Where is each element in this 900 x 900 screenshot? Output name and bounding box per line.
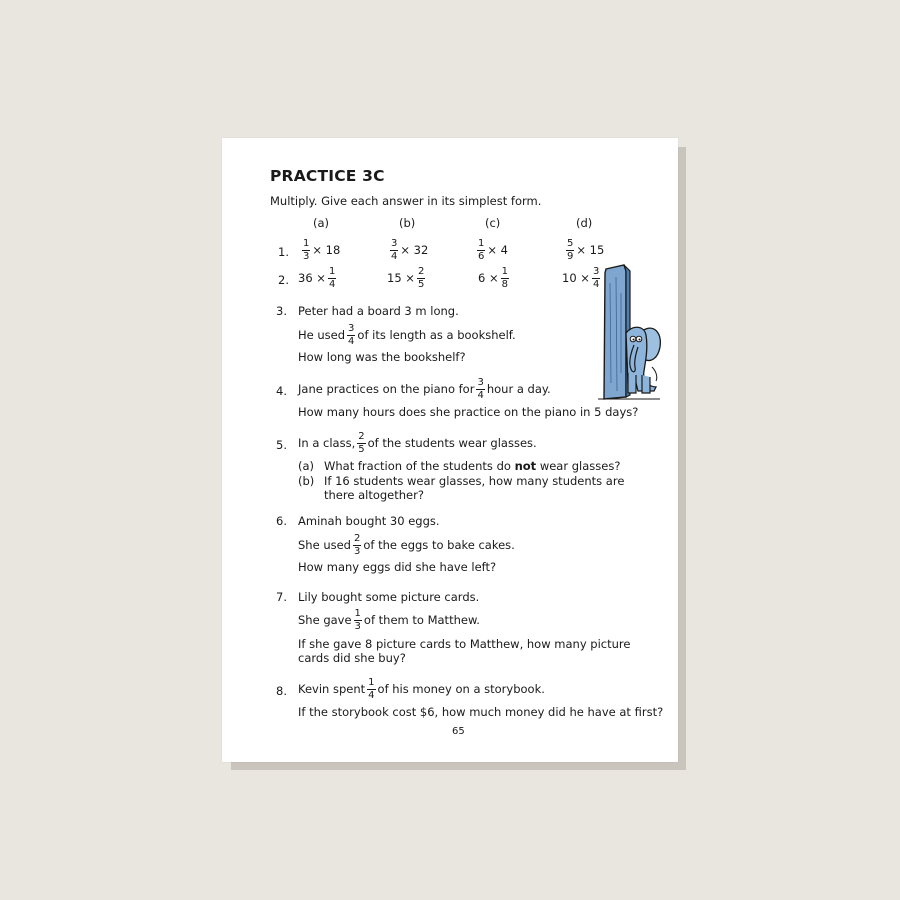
question-4-number: 4. <box>276 384 287 398</box>
question-6-line-3: How many eggs did she have left? <box>298 560 497 574</box>
question-8-number: 8. <box>276 684 287 698</box>
question-7-line-2: She gave $\frac{1}{3}$ of them to Matthew. <box>298 608 480 632</box>
instruction-text: Multiply. Give each answer in its simplest form. <box>270 194 542 208</box>
textbook-page <box>222 138 678 762</box>
column-header-c: (c) <box>485 216 501 230</box>
problem-2c: 6 × $\frac{1}{8}$ <box>478 266 508 290</box>
problem-2d: 10 × $\frac{3}{4}$ <box>562 266 600 290</box>
problem-2b: 15 × $\frac{2}{5}$ <box>387 266 425 290</box>
question-4-line-2: How many hours does she practice on the piano in 5 days? <box>298 405 639 419</box>
problem-1d: $\frac{5}{9}$ × 15 <box>567 238 605 262</box>
question-5a-label: (a) <box>298 459 315 473</box>
problem-1a: $\frac{1}{3}$ × 18 <box>303 238 341 262</box>
question-4-line-1: Jane practices on the piano for $\frac{3}{4}$ hour a day. <box>298 377 551 401</box>
problem-1c: $\frac{1}{6}$ × 4 <box>478 238 508 262</box>
column-header-d: (d) <box>576 216 593 230</box>
question-5a-text: What fraction of the students do not wear glasses? <box>324 459 621 473</box>
page-title: PRACTICE 3C <box>270 167 385 185</box>
row-1-number: 1. <box>278 245 289 259</box>
question-6-number: 6. <box>276 514 287 528</box>
question-3-line-3: How long was the bookshelf? <box>298 350 466 364</box>
question-6-line-1: Aminah bought 30 eggs. <box>298 514 440 528</box>
page-number: 65 <box>452 726 465 737</box>
question-5-line-1: In a class, $\frac{2}{5}$ of the students wear glasses. <box>298 431 537 455</box>
elephant-behind-post-illustration <box>598 263 688 403</box>
question-5-number: 5. <box>276 438 287 452</box>
row-2-number: 2. <box>278 273 289 287</box>
question-6-line-2: She used $\frac{2}{3}$ of the eggs to bake cakes. <box>298 533 515 557</box>
question-3-number: 3. <box>276 304 287 318</box>
question-7-line-1: Lily bought some picture cards. <box>298 590 480 604</box>
question-5b-text: If 16 students wear glasses, how many students are there altogether? <box>324 474 625 502</box>
question-7-line-3: If she gave 8 picture cards to Matthew, how many picture cards did she buy? <box>298 637 631 665</box>
question-8-line-1: Kevin spent $\frac{1}{4}$ of his money on a storybook. <box>298 677 545 701</box>
question-3-line-2: He used $\frac{3}{4}$ of its length as a bookshelf. <box>298 323 516 347</box>
problem-2a: 36 × $\frac{1}{4}$ <box>298 266 336 290</box>
column-header-a: (a) <box>313 216 330 230</box>
question-5b-label: (b) <box>298 474 315 488</box>
question-3-line-1: Peter had a board 3 m long. <box>298 304 459 318</box>
column-header-b: (b) <box>399 216 416 230</box>
question-7-number: 7. <box>276 590 287 604</box>
question-8-line-2: If the storybook cost $6, how much money did he have at first? <box>298 705 664 719</box>
problem-1b: $\frac{3}{4}$ × 32 <box>391 238 429 262</box>
